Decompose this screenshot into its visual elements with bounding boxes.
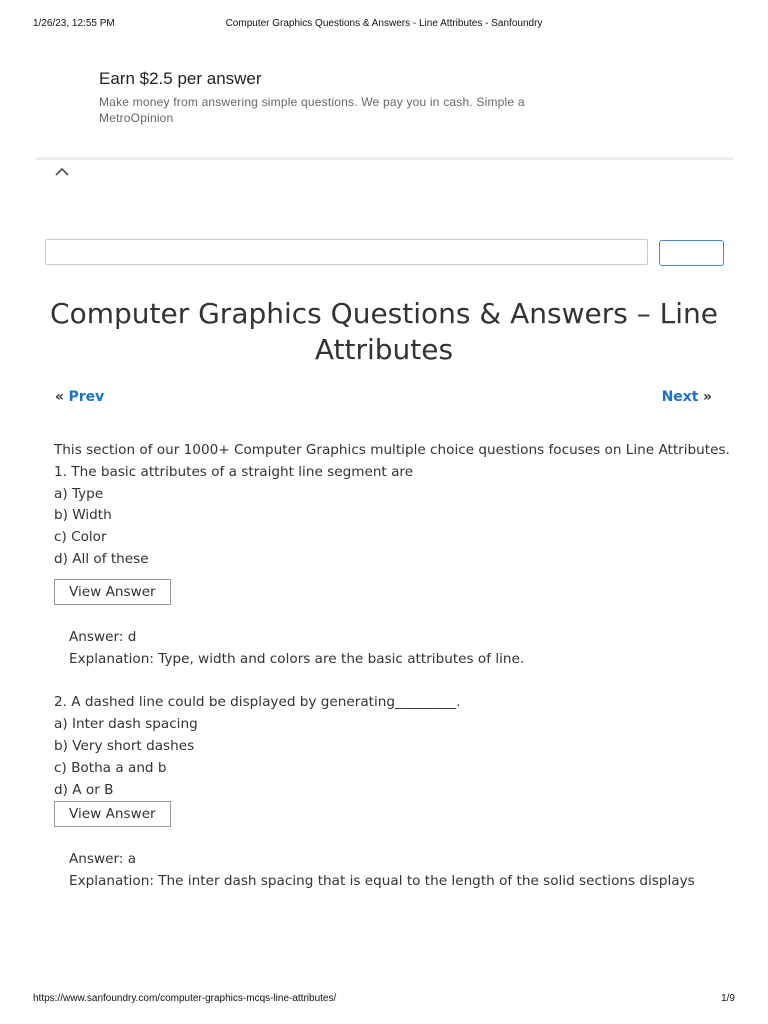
option: a) Type bbox=[54, 485, 104, 502]
question-text: 1. The basic attributes of a straight line segment are bbox=[54, 463, 414, 480]
option: d) All of these bbox=[54, 550, 149, 567]
collapse-ad-button[interactable] bbox=[52, 163, 72, 181]
ad-brand: MetroOpinion bbox=[99, 111, 174, 125]
option: c) Color bbox=[54, 529, 107, 546]
print-url: https://www.sanfoundry.com/computer-graphics-mcqs-line-attributes/ bbox=[33, 993, 337, 1004]
answer-text: Answer: a bbox=[69, 851, 137, 868]
prev-link-container bbox=[55, 389, 104, 405]
explanation-text: Explanation: Type, width and colors are the basic attributes of line. bbox=[69, 650, 525, 667]
view-answer-button[interactable]: View Answer bbox=[54, 579, 171, 605]
option: d) A or B bbox=[54, 781, 114, 798]
ad-description: Make money from answering simple questions. We pay you in cash. Simple a bbox=[99, 95, 525, 109]
option: b) Width bbox=[54, 507, 112, 524]
question-block bbox=[54, 462, 734, 671]
next-link-container bbox=[662, 389, 712, 405]
option: c) Botha a and b bbox=[54, 759, 167, 776]
print-title: Computer Graphics Questions & Answers - Line Attributes - Sanfoundry bbox=[225, 18, 543, 29]
article-body bbox=[54, 440, 734, 893]
view-answer-button[interactable]: View Answer bbox=[54, 801, 171, 827]
print-footer bbox=[0, 993, 768, 1007]
answer-text: Answer: d bbox=[69, 628, 137, 645]
intro-text: This section of our 1000+ Computer Graphics multiple choice questions focuses on Line Attributes. bbox=[54, 442, 730, 458]
print-date: 1/26/23, 12:55 PM bbox=[33, 18, 115, 29]
next-link[interactable]: Next bbox=[661, 389, 699, 405]
chevron-up-icon bbox=[52, 163, 72, 181]
page-title: Computer Graphics Questions & Answers – Line Attributes bbox=[50, 297, 718, 366]
ad-title[interactable]: Earn $2.5 per answer bbox=[99, 69, 262, 88]
search-input[interactable] bbox=[45, 239, 648, 265]
explanation-text: Explanation: The inter dash spacing that is equal to the length of the solid sections displays bbox=[69, 873, 695, 890]
answer-block bbox=[54, 849, 734, 893]
prev-arrow-icon: « bbox=[55, 389, 65, 405]
answer-block bbox=[54, 627, 734, 671]
search-button[interactable] bbox=[659, 240, 724, 266]
option: b) Very short dashes bbox=[54, 737, 195, 754]
spacer bbox=[54, 670, 734, 692]
next-arrow-icon: » bbox=[702, 389, 712, 405]
ad-banner[interactable] bbox=[36, 37, 733, 160]
question-text: 2. A dashed line could be displayed by generating_________. bbox=[54, 694, 461, 711]
question-block bbox=[54, 692, 734, 893]
prev-link[interactable]: Prev bbox=[68, 389, 105, 405]
option: a) Inter dash spacing bbox=[54, 716, 198, 733]
print-page-number: 1/9 bbox=[721, 993, 735, 1004]
